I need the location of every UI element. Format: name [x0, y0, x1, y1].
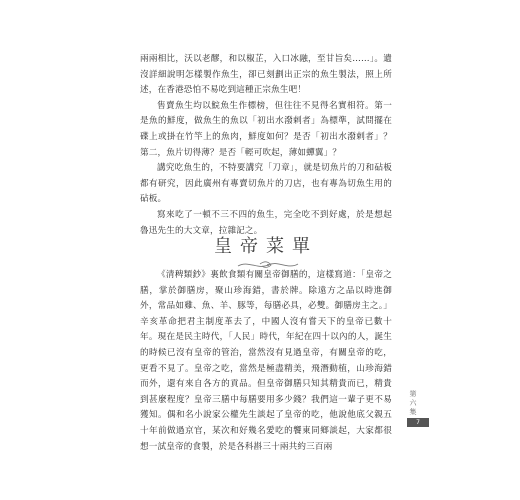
page-number: 7 — [407, 418, 429, 427]
paragraph: 寫來吃了一頓不三不四的魚生，完全吃不到好處，於是想起魯迅先生的大文章，拉雜記之。 — [140, 209, 392, 236]
paragraph: 售賣魚生均以鯇魚生作標榜，但往往不見得名實相符。第一是魚的鮮度，做魚生的魚以「初出水潑剌者」為標準，試問擺在碟上或掛在竹竿上的魚肉，鮮度如何？是否「初出水潑剌者」？第二，魚片切得薄？是否「輕可吹起，薄如蟬翼」？ — [140, 100, 392, 158]
paragraph: 兩兩相比，沃以老醪，和以椒芷，入口冰融，至甘旨矣……」。遺沒詳細說明怎樣製作魚生，卻已刻劃出正宗的魚生製法，照上所述，在香港恐怕不易吃到這種正宗魚生吧！ — [140, 54, 392, 96]
top-text-block — [140, 52, 392, 239]
bottom-text-block — [140, 268, 392, 455]
section-heading: 皇帝菜單 — [214, 236, 318, 257]
paragraph: 講究吃魚生的，不特要講究「刀章」，就是切魚片的刀和砧板都有研究，因此廣州有專賣切魚片的刀店，也有專為切魚生用的砧板。 — [140, 163, 392, 205]
chapter-side-label: 第六集 — [409, 390, 417, 417]
paragraph: 《清稗類鈔》裏飲食類有關皇帝御膳的，這樣寫道：「皇帝之膳，掌於御膳房，聚山珍海錯，書於牌。除遠方之品以時進御外，常品如雞、魚、羊、豚等，每膳必具，必雙。御膳房主之。」辛亥革命把君主制度革去了，中國人沒有嘗天下的皇帝已數十年。現在是民主時代，「人民」時代，年紀在四十以內的人，誕生的時候已沒有皇帝的管治，當然沒有見過皇帝，有關皇帝的吃，更看不見了。皇帝之吃，當然是極盡精美，飛潛動植，山珍海錯而外，還有來自各方的貢品。但皇帝御膳只知其精貴而已，精貴到甚麼程度？皇帝三膳中每膳要用多少錢？我們這一輩子更不易獲知。偶和名小說家公權先生談起了皇帝的吃，他說他底父親五十年前做過京官，某次和好幾名愛吃的饗東同鄉談起，大家都很想一試皇帝的食製，於是各科斟三十兩共約三百兩 — [140, 270, 392, 452]
